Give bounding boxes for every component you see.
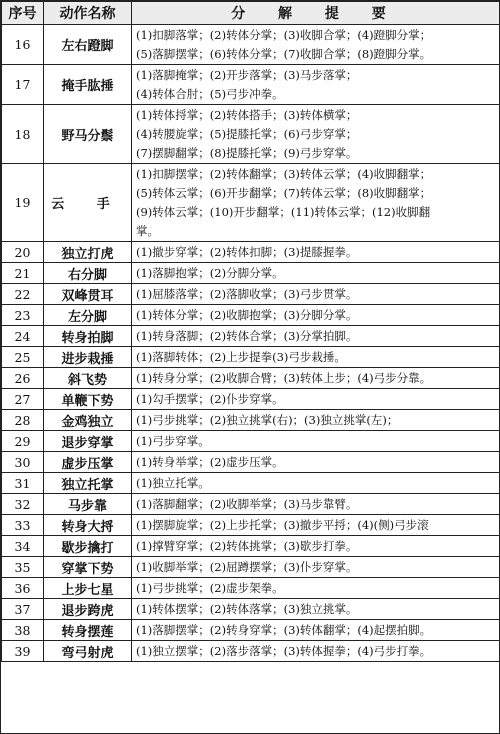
breakdown-line: (1)撤步穿掌；(2)转体扣脚；(3)提膝握拳。 [136,244,358,259]
movement-breakdown [132,25,500,65]
breakdown-line: (4)转腰旋掌；(5)提膝托掌；(6)弓步穿掌； [136,126,358,141]
movement-breakdown [132,536,500,557]
table-row [2,305,500,326]
table-row [2,368,500,389]
movement-breakdown [132,515,500,536]
breakdown-line: (1)独立摆掌；(2)落步落掌；(3)转体握拳；(4)弓步打拳。 [136,643,432,658]
table-row [2,347,500,368]
row-number: 32 [2,494,44,515]
movement-breakdown [132,599,500,620]
table-row [2,326,500,347]
breakdown-line: (1)转体捋掌；(2)转体搭手；(3)转体横掌； [136,107,358,122]
table-row [2,536,500,557]
movement-name: 马步靠 [44,494,132,515]
table-row [2,578,500,599]
table-row [2,242,500,263]
breakdown-line: (1)落脚摆掌；(2)转身穿掌；(3)转体翻掌；(4)起摆拍脚。 [136,622,432,637]
movement-table [1,1,500,662]
table-row [2,620,500,641]
row-number: 34 [2,536,44,557]
table-row [2,452,500,473]
movement-name: 云 手 [44,164,132,242]
breakdown-line: (1)转体分掌；(2)收脚抱掌；(3)分脚分掌。 [136,307,358,322]
table-row [2,410,500,431]
row-number: 31 [2,473,44,494]
breakdown-line: (1)摆脚旋掌；(2)上步托掌；(3)撤步平捋；(4)(侧)弓步滚 [136,517,429,532]
movement-breakdown [132,263,500,284]
breakdown-line: (1)收脚举掌；(2)屈蹲摆掌；(3)仆步穿掌。 [136,559,358,574]
breakdown-line: (5)落脚摆掌；(6)转体分掌；(7)收脚合掌；(8)蹬脚分掌。 [136,46,432,61]
table-row [2,473,500,494]
table-body [2,25,500,662]
table-row [2,515,500,536]
breakdown-line: (1)勾手摆掌；(2)仆步穿掌。 [136,391,284,406]
movement-name: 转身拍脚 [44,326,132,347]
movement-name: 右分脚 [44,263,132,284]
movement-breakdown [132,620,500,641]
movement-breakdown [132,473,500,494]
table-row [2,599,500,620]
breakdown-line: (1)扣脚摆掌；(2)转体翻掌；(3)转体云掌；(4)收脚翻掌； [136,166,432,181]
breakdown-line: (1)独立托掌。 [136,475,210,490]
movement-name: 转身摆莲 [44,620,132,641]
header-name: 动作名称 [44,2,132,25]
movement-name: 掩手肱捶 [44,65,132,105]
movement-breakdown [132,557,500,578]
row-number: 28 [2,410,44,431]
row-number: 26 [2,368,44,389]
movement-breakdown [132,65,500,105]
movement-breakdown [132,347,500,368]
header-num: 序号 [2,2,44,25]
movement-name: 退步跨虎 [44,599,132,620]
breakdown-line: (1)扣脚落掌；(2)转体分掌；(3)收脚合掌；(4)蹬脚分掌； [136,27,432,42]
table-header-row [2,2,500,25]
movement-name: 左分脚 [44,305,132,326]
movement-breakdown [132,452,500,473]
breakdown-line: (1)转身分掌；(2)收脚合臂；(3)转体上步；(4)弓步分靠。 [136,370,432,385]
header-desc: 分 解 提 要 [132,2,500,25]
table-row [2,164,500,242]
table-row [2,65,500,105]
movement-name: 弯弓射虎 [44,641,132,662]
movement-name: 转身大捋 [44,515,132,536]
table-row [2,25,500,65]
breakdown-line: (1)弓步挑掌；(2)独立挑掌(右)；(3)独立挑掌(左)； [136,412,399,427]
breakdown-line: (1)转身落脚；(2)转体合掌；(3)分掌拍脚。 [136,328,358,343]
movement-breakdown [132,389,500,410]
movement-name: 左右蹬脚 [44,25,132,65]
row-number: 16 [2,25,44,65]
row-number: 30 [2,452,44,473]
table-row [2,263,500,284]
table-row [2,431,500,452]
movement-breakdown [132,305,500,326]
movement-name: 进步栽捶 [44,347,132,368]
movement-name: 野马分鬃 [44,105,132,164]
breakdown-line: (1)转身举掌；(2)虚步压掌。 [136,454,284,469]
movement-breakdown [132,326,500,347]
movement-name: 歇步擒打 [44,536,132,557]
movement-breakdown [132,410,500,431]
table-row [2,494,500,515]
movement-breakdown [132,242,500,263]
row-number: 25 [2,347,44,368]
movement-breakdown [132,641,500,662]
row-number: 22 [2,284,44,305]
breakdown-line: (1)转体摆掌；(2)转体落掌；(3)独立挑掌。 [136,601,358,616]
movement-name: 斜飞势 [44,368,132,389]
row-number: 38 [2,620,44,641]
table-row [2,389,500,410]
breakdown-line: (4)转体合肘；(5)弓步冲拳。 [136,86,284,101]
row-number: 27 [2,389,44,410]
movement-name: 虚步压掌 [44,452,132,473]
row-number: 19 [2,164,44,242]
movement-name: 独立托掌 [44,473,132,494]
movement-breakdown [132,578,500,599]
movement-name: 穿掌下势 [44,557,132,578]
breakdown-line: (5)转体云掌；(6)开步翻掌；(7)转体云掌；(8)收脚翻掌； [136,185,432,200]
row-number: 21 [2,263,44,284]
breakdown-line: (1)弓步挑掌；(2)虚步架拳。 [136,580,284,595]
movement-breakdown [132,494,500,515]
breakdown-line: (7)摆脚翻掌；(8)提膝托掌；(9)弓步穿掌。 [136,145,358,160]
movement-breakdown [132,368,500,389]
breakdown-line: (1)落脚转体；(2)上步提拳(3)弓步栽捶。 [136,349,346,364]
breakdown-line: (1)弓步穿掌。 [136,433,210,448]
breakdown-line: 掌。 [136,223,159,238]
row-number: 37 [2,599,44,620]
breakdown-line: (1)落脚抱掌；(2)分脚分掌。 [136,265,284,280]
row-number: 23 [2,305,44,326]
row-number: 18 [2,105,44,164]
movement-name: 单鞭下势 [44,389,132,410]
breakdown-line: (1)撑臂穿掌；(2)转体挑掌；(3)歇步打拳。 [136,538,358,553]
row-number: 35 [2,557,44,578]
movement-name: 退步穿掌 [44,431,132,452]
breakdown-line: (1)屈膝落掌；(2)落脚收掌；(3)弓步贯掌。 [136,286,358,301]
movement-name: 上步七星 [44,578,132,599]
movement-name: 金鸡独立 [44,410,132,431]
movement-breakdown [132,431,500,452]
row-number: 36 [2,578,44,599]
table-row [2,557,500,578]
movement-name: 独立打虎 [44,242,132,263]
movement-breakdown [132,105,500,164]
table-row [2,284,500,305]
row-number: 39 [2,641,44,662]
row-number: 33 [2,515,44,536]
table-row [2,105,500,164]
row-number: 24 [2,326,44,347]
breakdown-line: (9)转体云掌；(10)开步翻掌；(11)转体云掌；(12)收脚翻 [136,204,431,219]
movement-breakdown [132,164,500,242]
row-number: 20 [2,242,44,263]
movement-breakdown [132,284,500,305]
movement-name: 双峰贯耳 [44,284,132,305]
row-number: 29 [2,431,44,452]
breakdown-line: (1)落脚掩掌；(2)开步落掌；(3)马步落掌； [136,67,358,82]
row-number: 17 [2,65,44,105]
breakdown-line: (1)落脚翻掌；(2)收脚举掌；(3)马步靠臂。 [136,496,358,511]
table-row [2,641,500,662]
